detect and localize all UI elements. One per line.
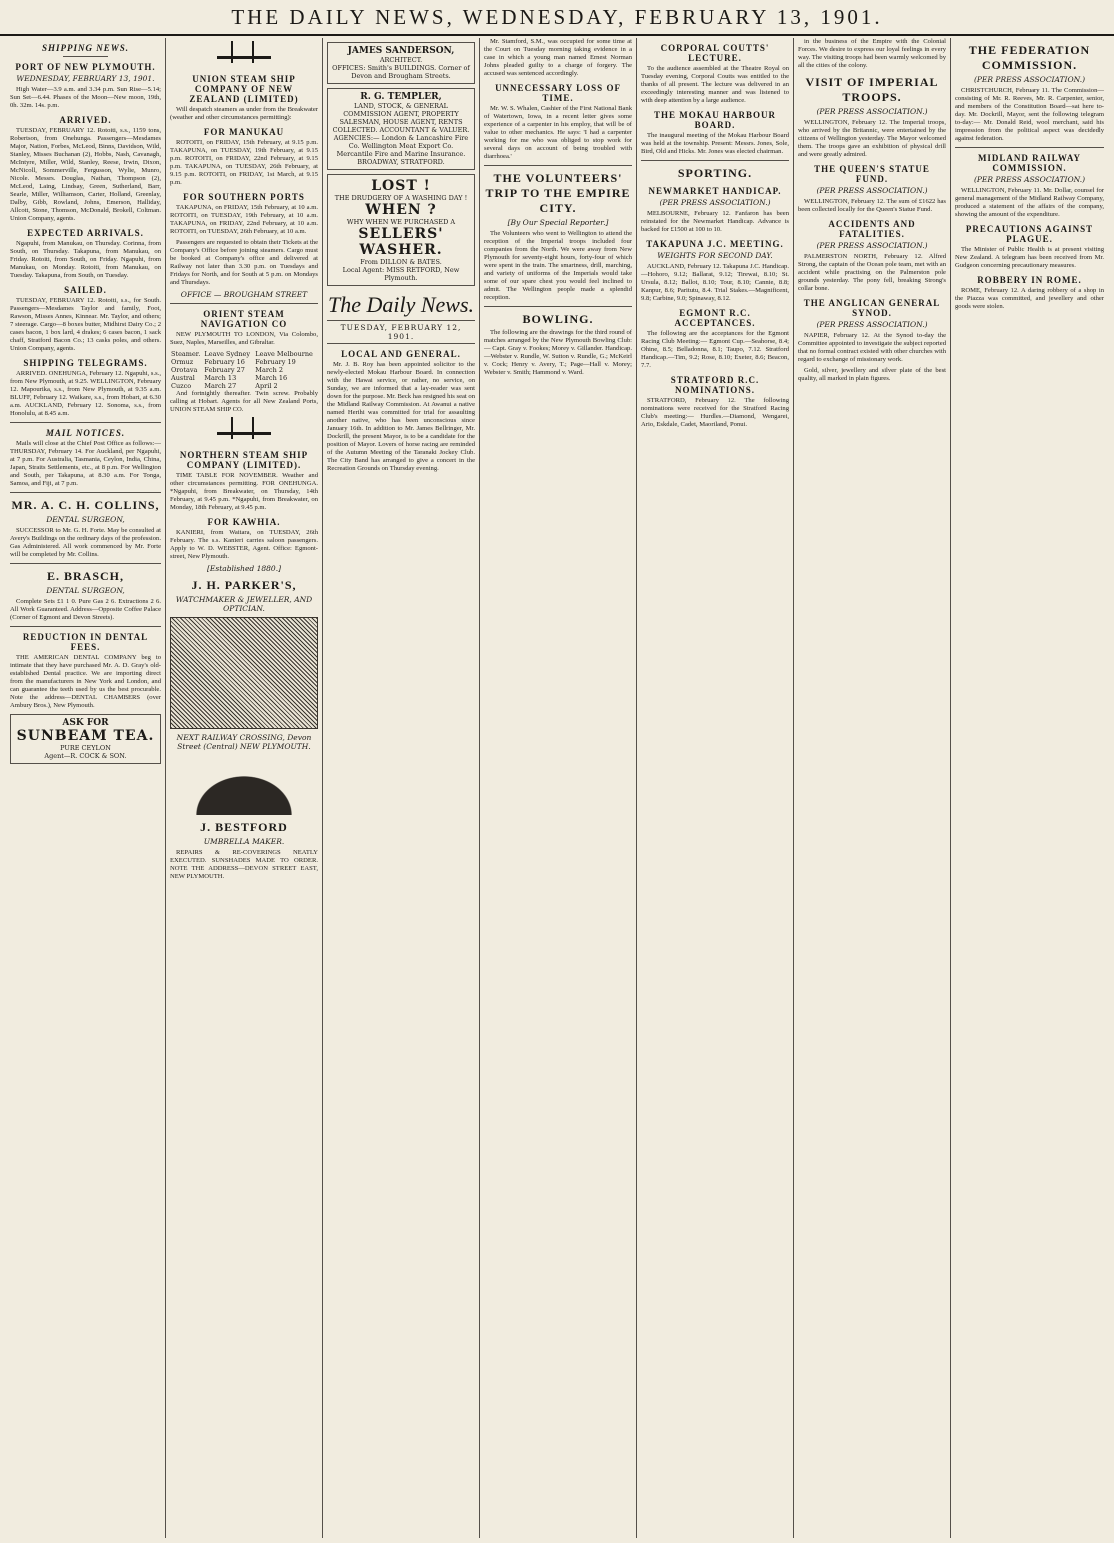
table-row xyxy=(170,374,318,382)
table-cell: Orotava xyxy=(171,366,198,374)
reduction-heading: REDUCTION IN DENTAL FEES. xyxy=(22,632,149,652)
table-row xyxy=(170,358,318,366)
table-cell: February 27 xyxy=(204,366,245,374)
statue-source: (PER PRESS ASSOCIATION.) xyxy=(816,186,928,195)
lecture-text: To the audience assembled at the Theatre Royal on Tuesday evening, Corporal Coutts was entitled to the thanks of all present. The lecture was delivered in an exceedingly interesting manner and was listened to with deep attention by a large audience. xyxy=(641,65,789,104)
tea-sub: PURE CEYLON xyxy=(60,744,111,752)
takapuna-heading: TAKAPUNA J.C. MEETING. xyxy=(646,239,784,249)
sellers-agent: Local Agent: MISS RETFORD, New Plymouth. xyxy=(342,266,460,282)
divider xyxy=(484,306,632,307)
northern-heading: NORTHERN STEAM SHIP COMPANY (LIMITED). xyxy=(179,450,309,470)
table-row xyxy=(170,382,318,390)
port-heading: PORT OF NEW PLYMOUTH. xyxy=(15,62,156,72)
table-cell: February 16 xyxy=(204,358,245,366)
tea-ask: ASK FOR xyxy=(62,718,109,728)
masthead-title: THE DAILY NEWS, WEDNESDAY, FEBRUARY 13, 1901. xyxy=(231,5,883,29)
tides-text: High Water—3.9 a.m. and 3.34 p.m. Sun Rise—5.14; Sun Set—6.44. Phases of the Moon—New moon, 19th, 0h. 32m. 14s. p.m. xyxy=(10,86,161,109)
divider xyxy=(10,626,161,627)
brasch-heading: E. BRASCH, xyxy=(46,569,124,583)
dental-text: SUCCESSOR to Mr. G. H. Forte. May be consulted at Avery's Buildings on the ordinary days of the profession. Gas Administered. All work commenced by Mr. Forte will be completed by Mr. Collins. xyxy=(10,527,161,558)
lecture-heading: CORPORAL COUTTS' LECTURE. xyxy=(660,43,770,63)
table-cell: March 2 xyxy=(255,366,283,374)
reduction-text: THE AMERICAN DENTAL COMPANY beg to intimate that they have purchased Mr. A. D. Gray's old-established Dental practice. We are importing direct from the manufacturers in New York and London, and can guarantee the teeth used by us the best procurable. Note the address—DENTAL CHAMBERS (over Ambury Bros.), New Plymouth. xyxy=(10,654,161,709)
expected-heading: EXPECTED ARRIVALS. xyxy=(27,228,144,238)
railway-source: (PER PRESS ASSOCIATION.) xyxy=(973,175,1086,184)
table-header: Steamer. xyxy=(171,350,201,358)
sellers-from: From DILLON & BATES. xyxy=(360,258,442,266)
port-date: WEDNESDAY, FEBRUARY 13, 1901. xyxy=(16,74,155,83)
sellers-washer-ad xyxy=(327,174,475,286)
templer-text: LAND, STOCK, & GENERAL COMMISSION AGENT, PROPERTY SALESMAN, HOUSE AGENT, RENTS COLLECTED. ACCOUNTANT & VALUER. AGENCIES:— London & Lancashire Fire Co. Wellington Meat Export Co. Mercantile Fire and Marine Insurance. BROADWAY, STRATFORD. xyxy=(332,102,470,166)
visit-heading: VISIT OF IMPERIAL TROOPS. xyxy=(805,75,939,104)
umbrella-icon xyxy=(170,755,318,815)
ship-icon xyxy=(214,41,274,69)
sanderson-heading: JAMES SANDERSON, xyxy=(347,46,455,56)
when-heading: WHEN ? xyxy=(365,202,437,218)
commission-text: CHRISTCHURCH, February 11. The Commission—consisting of Mr. R. Reeves, Mr. R. Carpenter, senior, and members of the Constitution Board—sat here to-day. Mr. Dockrill, Mayor, sent the following telegram to-day:— Mr. Donald Reid, wool merchant, said his impression from the political aspect was decidedly against federation. xyxy=(955,87,1104,142)
loss-heading: UNNECESSARY LOSS OF TIME. xyxy=(495,83,621,103)
railway-heading: MIDLAND RAILWAY COMMISSION. xyxy=(977,153,1082,173)
table-cell: March 27 xyxy=(204,382,237,390)
brasch-text: Complete Sets £1 1 0. Pure Gas 2 6. Extractions 2 6. All Work Guaranteed. Address—Opposite Coffee Palace (Corner of Egmont and Devon Streets). xyxy=(10,598,161,621)
local-text: Mr. J. B. Roy has been appointed solicitor to the newly-elected Mokau Harbour Board. In connection with the Hawai service, or rather, no service, on Sunday, we are informed that a lay-reader was sent down for the purpose. Mr. Beck has resigned his seat on the Midland Railway Commission. At Awanui a native named Herihi was committed for trial for assaulting another native, who has been unconscious since January 16th. In addition to Mr. James Bellringer, Mr. Dockrill, the present Mayor, is to be a candidate for the position of Mayor. Lovers of horse racing are reminded of the Autumn Meeting of the Taranaki Jockey Club. The City Band has arranged to give a concert in the Recreation Grounds on Thursday evening. xyxy=(327,361,475,472)
telegrams-heading: SHIPPING TELEGRAMS. xyxy=(23,358,148,368)
jewellery-text: Gold, silver, jewellery and silver plate of the best quality, all marked in plain figures. xyxy=(798,367,946,382)
continued-text: in the business of the Empire with the Colonial Forces. We desire to express our loyal feelings in every way. The visiting troops had been warmly welcomed by all the cities of the colony. xyxy=(798,38,946,69)
table-header: Leave Sydney xyxy=(204,350,251,358)
newmarket-heading: NEWMARKET HANDICAP. xyxy=(648,186,782,196)
manukau-text: ROTOITI, on FRIDAY, 15th February, at 9.15 p.m. TAKAPUNA, on TUESDAY, 19th February, at 9.15 p.m. ROTOITI, on FRIDAY, 22nd February, at 9.15 p.m. TAKAPUNA, on TUESDAY, 26th February, at 9.15 p.m. ROTOITI, on FRIDAY, 1st March, at 9.15 p.m. xyxy=(170,139,318,186)
column-1 xyxy=(6,38,166,1538)
synod-heading: THE ANGLICAN GENERAL SYNOD. xyxy=(803,298,941,318)
dental-heading: MR. A. C. H. COLLINS, xyxy=(11,498,160,512)
divider xyxy=(10,422,161,423)
table-cell: February 19 xyxy=(255,358,296,366)
plague-heading: PRECAUTIONS AGAINST PLAGUE. xyxy=(965,224,1094,244)
harbour-text: The inaugural meeting of the Mokau Harbour Board was held at the township. Present: Messrs. Jones, Sole, Bird, Old and Hicks. Mr. Jones was elected chairman. xyxy=(641,132,789,155)
bowling-heading: BOWLING. xyxy=(522,312,594,326)
manukau-heading: FOR MANUKAU xyxy=(203,127,285,137)
table-header-row xyxy=(170,350,318,358)
union-text: Will despatch steamers as under from the Breakwater (weather and other circumstances permitting): xyxy=(170,106,318,121)
column-7 xyxy=(951,38,1108,1538)
established-line: [Established 1880.] xyxy=(206,564,282,573)
railway-text: WELLINGTON, February 11. Mr. Dollar, counsel for general management of the Midland Railway Company, produced a statement of the affairs of the company, showing the amount of the expenditure. xyxy=(955,187,1104,218)
table-cell: Austral xyxy=(171,374,195,382)
stratford-text: STRATFORD, February 12. The following nominations were received for the Stratford Racing Club's meeting:— Hurdles.—Diamond, Wengarei, Ario, Eskdale, Cadet, Maoriland, Ponui. xyxy=(641,397,789,428)
ship-icon xyxy=(214,417,274,445)
mail-text: Mails will close at the Chief Post Office as follows:— THURSDAY, February 14. For Auckland, per Ngapuhi, at 7 p.m. For Australia, Tasmania, Ceylon, India, China, Japan, Straits Settlements, etc., at 8 p.m. For Wellington and South, per Takapuna, at 8.30 a.m. For Tonga, Samoa, and Fiji, at 7 p.m. xyxy=(10,440,161,487)
column-4 xyxy=(480,38,637,1538)
accidents-heading: ACCIDENTS AND FATALITIES. xyxy=(828,219,916,239)
templer-heading: R. G. TEMPLER, xyxy=(360,92,442,102)
telegrams-text: ARRIVED. ONEHUNGA, February 12. Ngapuhi, s.s., from New Plymouth, at 9.25. WELLINGTON, February 12. Mapourika, s.s., from New Plymouth, at 9.35 a.m. BLUFF, February 12. Waikare, s.s., from Hobart, at 6.30 a.m. AUCKLAND, February 12. Sonoma, s.s., from Honolulu, at 8.45 a.m. xyxy=(10,370,161,417)
sellers-heading: SELLERS' WASHER. xyxy=(358,226,444,258)
parker-subheading: WATCHMAKER & JEWELLER, AND OPTICIAN. xyxy=(175,595,313,613)
takapuna-sub: WEIGHTS FOR SECOND DAY. xyxy=(657,251,773,260)
union-note: Passengers are requested to obtain their Tickets at the Company's Office before joining steamers. Cargo must be booked at Company's office and delivered at Railway not later than 3.30 p.m. on Tuesdays and Fridays for North, and for South at 5 p.m. on Mondays and Thursdays. xyxy=(170,239,318,286)
expected-text: Ngapuhi, from Manukau, on Thursday. Corinna, from South, on Thursday. Takapuna, from Manukau, on Friday. Rotoiti, from South, on Friday. Ngapuhi, from Manukau, on Monday. Rotoiti, from Manukau, on Tuesday. Takapuna, from South, on Tuesday. xyxy=(10,240,161,279)
shipping-heading: SHIPPING NEWS. xyxy=(41,43,129,53)
sailed-text: TUESDAY, FEBRUARY 12. Rotoiti, s.s., for South. Passengers—Mesdames Taylor and family, Foot, Rawson, Misses Annes, Kinnear. Mr. Taylor, and others; 7 steerage. Cargo—8 boxes butter, Midhirst Dairy Co.; 2 cases bacon, 1 box lard, 4 drakes; 6 cases bacon, 1 sack chaff, Stratford Bacon Co.; 13 casks poles, and others. Union Company, agents. xyxy=(10,297,161,352)
lost-heading: LOST ! xyxy=(371,178,431,194)
newmarket-text: MELBOURNE, February 12. Fanfaron has been reinstated for the Newmarket Handicap. Advance is backed for £1500 at 100 to 10. xyxy=(641,210,789,233)
south-text: TAKAPUNA, on FRIDAY, 15th February, at 10 a.m. ROTOITI, on TUESDAY, 19th February, at 10 a.m. TAKAPUNA, on FRIDAY, 22nd February, at 10 a.m. ROTOITI, on TUESDAY, 26th February, at 10 a.m. xyxy=(170,204,318,235)
sailed-heading: SAILED. xyxy=(64,285,107,295)
table-row xyxy=(170,366,318,374)
brasch-subheading: DENTAL SURGEON, xyxy=(46,586,125,595)
visit-source: (PER PRESS ASSOCIATION.) xyxy=(816,107,928,116)
egmont-heading: EGMONT R.C. ACCEPTANCES. xyxy=(674,308,756,328)
takapuna-text: AUCKLAND, February 12. Takapuna J.C. Handicap.—Hohoro, 9.12; Ballarat, 9.12; Tirewai, 8.10; St. Ursula, 8.12; Ballot, 8.10; Tour, 8.10; Cannie, 8.8; Kanpur, 8.6; Paritutu, 8.4. Trial Stakes.—Magnificent, 9.8; Carbine, 9.0; Spinaway, 8.12. xyxy=(641,263,789,302)
table-cell: April 2 xyxy=(255,382,278,390)
parker-note: NEXT RAILWAY CROSSING, Devon Street (Central) NEW PLYMOUTH. xyxy=(176,733,312,751)
egmont-text: The following are the acceptances for the Egmont Racing Club Meeting:— Egmont Cup.—Seahorse, 8.4; Ohine, 8.5; Belladonna, 8.1; Taupo, 7.12. Stratford Handicap.—Tim, 9.2; Rose, 8.10; Exeter, 8.6; Beacon, 7.7. xyxy=(641,330,789,369)
volunteers-heading: THE VOLUNTEERS' TRIP TO THE EMPIRE CITY. xyxy=(485,171,631,215)
divider xyxy=(63,56,108,57)
sailing-table xyxy=(170,350,318,390)
bestford-heading: J. BESTFORD xyxy=(200,820,288,834)
sanderson-ad xyxy=(327,42,475,84)
column-5 xyxy=(637,38,794,1538)
divider xyxy=(484,165,632,166)
column-3 xyxy=(323,38,480,1538)
commission-source: (PER PRESS ASSOCIATION.) xyxy=(973,75,1086,84)
orient-note: And fortnightly thereafter. Twin screw. Probably calling at Hobart. Agents for all New Zealand Ports, UNION STEAM SHIP CO. xyxy=(170,390,318,413)
northern-text: TIME TABLE FOR NOVEMBER. Weather and other circumstances permitting. FOR ONEHUNGA. *Ngapuhi, from Breakwater, on Thursday, 14th February, at 9.45 p.m. *Ngapuhi, from Breakwater, on Monday, 18th February, at 9.45 p.m. xyxy=(170,472,318,511)
when-sub: WHY WHEN WE PURCHASED A xyxy=(346,218,456,226)
stratford-heading: STRATFORD R.C. NOMINATIONS. xyxy=(670,375,760,395)
mail-heading: MAIL NOTICES. xyxy=(45,428,126,438)
loss-text: Mr. W. S. Whalen, Cashier of the First National Bank of Watertown, Iowa, in a recent letter gives some experience of a carpenter in his employ, that will be of value to other mechanics. He says: 'I had a carpenter working for me who was obliged to stop work for several days on account of being troubled with diarrhoea.' xyxy=(484,105,632,160)
bowling-text: The following are the drawings for the third round of matches arranged by the New Plymouth Bowling Club:— Capt. Gray v. Fookes; Morey v. Gillander. Handicap.—Webster v. Rundle, W. Sutton v. Rundle, G.; McKeirl v. Cock; Henry v. Avery, T.; Page—Hall v. Morey; Webster v. Smith; Hammond v. Ward. xyxy=(484,329,632,376)
divider xyxy=(955,147,1104,148)
masthead xyxy=(0,0,1114,36)
commission-heading: THE FEDERATION COMMISSION. xyxy=(968,43,1091,72)
court-text: Mr. Stamford, S.M., was occupied for some time at the Court on Tuesday morning taking evidence in a case in which a young man named Ernest Norman Johns pleaded guilty to a charge of forgery. The accused was sentenced accordingly. xyxy=(484,38,632,77)
plague-text: The Minister of Public Health is at present visiting New Zealand. A telegram has been received from Mr. Gudgeon concerning precautionary measures. xyxy=(955,246,1104,269)
divider xyxy=(10,563,161,564)
table-cell: March 16 xyxy=(255,374,288,382)
bestford-text: REPAIRS & RE-COVERINGS NEATLY EXECUTED. SUNSHADES MADE TO ORDER. NOTE THE ADDRESS—DEVON STREET EAST, NEW PLYMOUTH. xyxy=(170,849,318,880)
table-header: Leave Melbourne xyxy=(255,350,313,358)
column-6 xyxy=(794,38,951,1538)
robbery-text: ROME, February 12. A daring robbery of a shop in the Piazza was committed, and jewellery and other goods were stolen. xyxy=(955,287,1104,310)
newspaper-logo: The Daily News. xyxy=(327,292,475,317)
visit-text: WELLINGTON, February 12. The Imperial troops, who arrived by the Britannic, were entertained by the citizens of Wellington yesterday. The Mayor welcomed them. The troops gave an exhibition of physical drill and were greatly admired. xyxy=(798,119,946,158)
table-cell: Ormuz xyxy=(171,358,194,366)
sanderson-text: OFFICES: Smith's BUILDINGS. Corner of Devon and Brougham Streets. xyxy=(332,64,470,80)
synod-text: NAPIER, February 12. At the Synod to-day the Committee appointed to investigate the subject reported that no formal contract existed with other churches with regard to exchange of missionary work. xyxy=(798,332,946,363)
union-heading: UNION STEAM SHIP COMPANY OF NEW ZEALAND (LIMITED) xyxy=(189,74,299,104)
table-cell: March 13 xyxy=(204,374,237,382)
synod-source: (PER PRESS ASSOCIATION.) xyxy=(816,320,928,329)
local-heading: LOCAL AND GENERAL. xyxy=(341,349,461,359)
templer-ad xyxy=(327,88,475,170)
office-line: OFFICE — BROUGHAM STREET xyxy=(180,290,308,299)
statue-heading: THE QUEEN'S STATUE FUND. xyxy=(814,164,930,184)
divider xyxy=(641,160,789,161)
parker-heading: J. H. PARKER'S, xyxy=(191,578,297,592)
divider xyxy=(10,492,161,493)
orient-heading: ORIENT STEAM NAVIGATION CO xyxy=(200,309,288,329)
tea-name: SUNBEAM TEA. xyxy=(16,728,155,744)
accidents-text: PALMERSTON NORTH, February 12. Alfred Strong, the captain of the Ocean pole team, met with an accident while practising on the Palmerston pole grounds yesterday. The pony fell, breaking Strong's collar bone. xyxy=(798,253,946,292)
divider xyxy=(170,303,318,304)
sporting-heading: SPORTING. xyxy=(677,166,753,180)
statue-text: WELLINGTON, February 12. The sum of £1622 has been collected locally for the Queen's Statue Fund. xyxy=(798,198,946,213)
kawhia-text: KANIERI, from Waitara, on TUESDAY, 26th February. The s.s. Kanieri carries saloon passengers. Apply to W. D. WEBSTER, Agent. Office: Egmont-street, New Plymouth. xyxy=(170,529,318,560)
harbour-heading: THE MOKAU HARBOUR BOARD. xyxy=(653,110,776,130)
lost-sub: THE DRUDGERY OF A WASHING DAY ! xyxy=(334,194,468,202)
arrived-heading: ARRIVED. xyxy=(59,115,112,125)
volunteers-byline: [By Our Special Reporter.] xyxy=(507,218,609,227)
issue-date: TUESDAY, FEBRUARY 12, 1901. xyxy=(327,320,475,344)
tea-agent: Agent—R. COCK & SON. xyxy=(44,752,127,760)
table-cell: Cuzco xyxy=(171,382,192,390)
bestford-subheading: UMBRELLA MAKER. xyxy=(203,837,285,846)
arrived-text: TUESDAY, FEBRUARY 12. Rotoiti, s.s., 1159 tons, Robertson, from Onehunga. Passengers—Mesdames Major, Nation, Forbes, McLeod, Binns, Davidson, Wild, Stanley, Misses Buchanan (2), Hobbs, Nash, Cavanagh, McIntyre, Miller, Wild, Stanley, Reese, Irwin, Dixon, McNicoll, Sommerville, Fergusson, Wylie, Munro, Nicole. Messrs. Douglas, Nathan, Thompson (2), McLeod, Laing, Lindsay, Green, Sutherland, Barr, Searle, Miller, Williamson, Carter, Holland, Greenlay, Dalby, Gibb, Rowland, Johns, Emerson, Halliday, Allcott, Stone, Thomson, McDonald, Brokell, Coltman. Union Company, agents. xyxy=(10,127,161,222)
sunbeam-tea-ad xyxy=(10,714,161,764)
column-2 xyxy=(166,38,323,1538)
dental-subheading: DENTAL SURGEON, xyxy=(46,515,125,524)
volunteers-text: The Volunteers who went to Wellington to attend the reception of the Imperial troops included four companies from the North. We were away from New Plymouth for seventy-eight hours, forty-four of which were spent in the train. The smartness, drill, marching, and variety of uniforms of the Imperials would take some of our spare chest you would feel inclined to admit. The Wellington people made a splendid reception. xyxy=(484,230,632,301)
south-heading: FOR SOUTHERN PORTS xyxy=(183,192,305,202)
shopfront-illustration xyxy=(170,617,318,729)
accidents-source: (PER PRESS ASSOCIATION.) xyxy=(816,241,928,250)
newmarket-source: (PER PRESS ASSOCIATION.) xyxy=(659,198,771,207)
orient-text: NEW PLYMOUTH TO LONDON, Via Colombo, Suez, Naples, Marseilles, and Gibraltar. xyxy=(170,331,318,346)
robbery-heading: ROBBERY IN ROME. xyxy=(977,275,1082,285)
kawhia-heading: FOR KAWHIA. xyxy=(207,517,281,527)
sanderson-sub: ARCHITECT. xyxy=(379,56,423,64)
columns xyxy=(6,38,1108,1538)
